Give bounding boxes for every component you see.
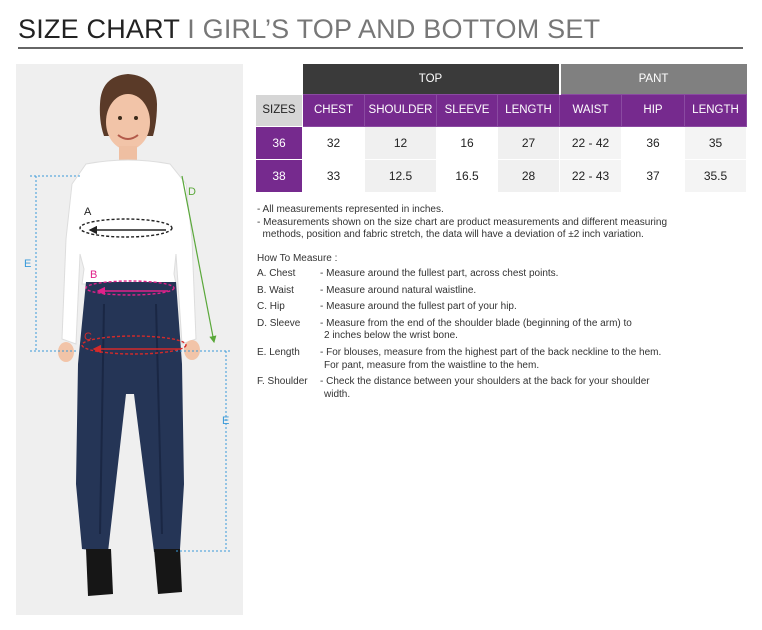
list-item	[257, 318, 747, 343]
right-shoe	[154, 549, 182, 594]
label-e-bottom: E	[222, 415, 230, 427]
table-row	[256, 159, 747, 192]
table-row	[256, 126, 747, 159]
label-a: A	[84, 206, 92, 218]
group-top: TOP	[303, 64, 560, 94]
title-divider	[18, 47, 743, 49]
table-cell: 32	[303, 126, 365, 159]
title-main: SIZE CHART	[18, 14, 180, 44]
table-cell: 16	[437, 126, 498, 159]
howto-label: F. Shoulder	[257, 376, 308, 388]
list-item	[257, 268, 747, 281]
col-sleeve: SLEEVE	[437, 94, 498, 126]
howto-desc: - For blouses, measure from the highest part of the back neckline to the hem.	[320, 346, 662, 358]
table-cell: 22 - 43	[560, 159, 622, 192]
note-line: - All measurements represented in inches.	[257, 204, 444, 215]
table-cell: 37	[622, 159, 685, 192]
list-item	[257, 301, 747, 314]
group-pant: PANT	[560, 64, 747, 94]
table-cell: 22 - 42	[560, 126, 622, 159]
label-d: D	[188, 186, 196, 198]
table-cell: 36	[622, 126, 685, 159]
face	[106, 94, 150, 150]
list-item	[257, 285, 747, 298]
col-waist: WAIST	[560, 94, 622, 126]
size-cell: 38	[256, 159, 303, 192]
col-pant-length: LENGTH	[685, 94, 747, 126]
page-title	[18, 13, 600, 45]
howto-desc: - Check the distance between your shoulders at the back for your shoulder	[320, 376, 650, 388]
table-cell: 28	[498, 159, 560, 192]
howto-desc: - Measure around natural waistline.	[320, 284, 477, 296]
label-e-top: E	[24, 258, 32, 270]
howto-label: E. Length	[257, 346, 300, 358]
pants	[76, 282, 184, 552]
table-cell: 12	[365, 126, 437, 159]
howto-title: How To Measure :	[257, 253, 338, 264]
title-sub: I GIRL’S TOP AND BOTTOM SET	[179, 14, 601, 44]
howto-desc-cont: width.	[324, 388, 351, 400]
howto-list	[257, 268, 747, 405]
list-item	[257, 376, 747, 401]
note-line: methods, position and fabric stretch, the data will have a deviation of ±2 inch variation.	[257, 229, 644, 240]
col-chest: CHEST	[303, 94, 365, 126]
note-line: - Measurements shown on the size chart are product measurements and different measuring	[257, 216, 668, 228]
size-table	[255, 64, 747, 193]
measurement-illustration	[16, 64, 243, 615]
howto-label: D. Sleeve	[257, 317, 301, 329]
table-cell: 35	[685, 126, 747, 159]
group-header-row	[256, 64, 747, 94]
col-sizes: SIZES	[256, 94, 303, 126]
howto-desc: - Measure from the end of the shoulder blade (beginning of the arm) to	[320, 317, 632, 329]
label-c: C	[84, 331, 92, 343]
table-cell: 16.5	[437, 159, 498, 192]
left-shoe	[86, 549, 113, 596]
col-top-length: LENGTH	[498, 94, 560, 126]
group-blank	[256, 64, 303, 94]
label-b: B	[90, 269, 98, 281]
howto-desc-cont: For pant, measure from the waistline to the hem.	[324, 359, 540, 371]
table-cell: 35.5	[685, 159, 747, 192]
column-header-row	[256, 94, 747, 126]
howto-label: B. Waist	[257, 284, 294, 296]
list-item	[257, 347, 747, 372]
table-cell: 12.5	[365, 159, 437, 192]
howto-label: C. Hip	[257, 301, 285, 313]
model-photo	[16, 64, 243, 615]
col-shoulder: SHOULDER	[365, 94, 437, 126]
col-hip: HIP	[622, 94, 685, 126]
size-cell: 36	[256, 126, 303, 159]
howto-desc: - Measure around the fullest part, across chest points.	[320, 268, 559, 279]
howto-desc-cont: 2 inches below the wrist bone.	[324, 330, 458, 342]
howto-desc: - Measure around the fullest part of your hip.	[320, 301, 517, 313]
measurement-notes	[257, 204, 747, 242]
table-cell: 33	[303, 159, 365, 192]
table-cell: 27	[498, 126, 560, 159]
howto-label: A. Chest	[257, 268, 296, 279]
